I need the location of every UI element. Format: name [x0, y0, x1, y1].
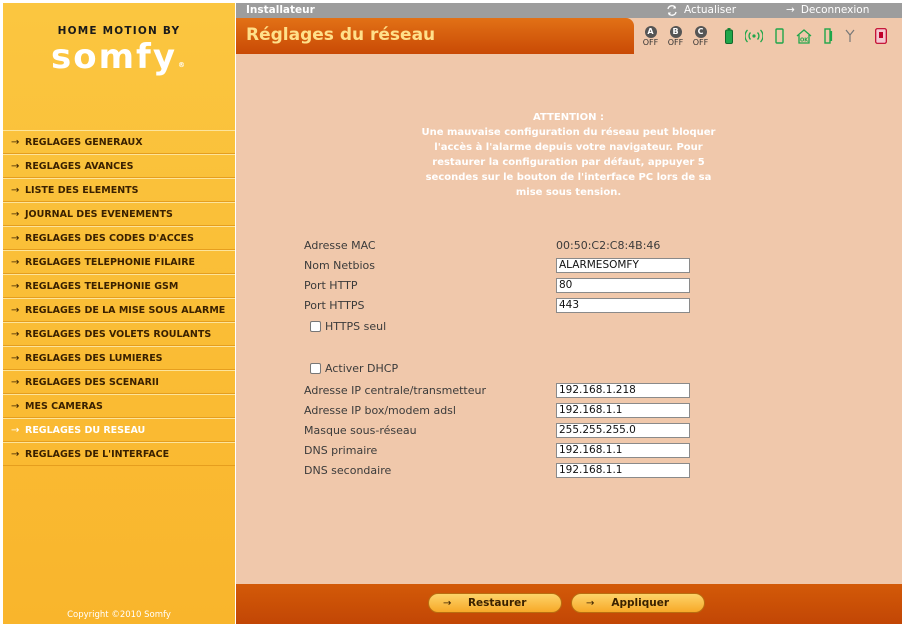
netbios-label: Nom Netbios: [304, 258, 375, 272]
arrow-right-icon: →: [11, 280, 20, 292]
ip-row: [304, 380, 690, 400]
sidebar-item-label: REGLAGES DES SCENARII: [25, 376, 159, 388]
logout-label: Deconnexion: [800, 4, 870, 16]
https-port-row: [304, 295, 690, 315]
zone-b-status: [663, 26, 688, 47]
gateway-row: [304, 400, 690, 420]
arrow-right-icon: →: [443, 597, 452, 609]
arrow-right-icon: →: [11, 160, 20, 172]
zone-a-icon: A: [645, 26, 657, 38]
zone-b-state: OFF: [667, 37, 684, 47]
https-only-checkbox-row[interactable]: [310, 320, 386, 333]
warning-message: [396, 110, 741, 200]
arrow-right-icon: →: [11, 208, 20, 220]
sidebar-item-telephonie-gsm[interactable]: [3, 274, 235, 298]
antenna-icon: [845, 29, 855, 43]
netbios-input[interactable]: ALARMESOMFY: [556, 258, 690, 273]
sensor-icon: [824, 28, 833, 44]
zone-c-icon: C: [695, 26, 707, 38]
alert-icon: [875, 28, 887, 44]
https-port-label: Port HTTPS: [304, 298, 365, 312]
mask-label: Masque sous-réseau: [304, 423, 417, 437]
refresh-link[interactable]: [666, 4, 736, 16]
warning-line: Une mauvaise configuration du réseau peut bloquer: [421, 127, 716, 138]
sidebar-item-label: REGLAGES DE LA MISE SOUS ALARME: [25, 304, 226, 316]
arrow-right-icon: →: [11, 328, 20, 340]
sidebar-item-telephonie-filaire[interactable]: [3, 250, 235, 274]
warning-line: mise sous tension.: [515, 187, 622, 198]
logo-text: somfy: [51, 37, 177, 77]
restore-button[interactable]: [428, 593, 562, 613]
apply-button[interactable]: [571, 593, 705, 613]
zone-a-status: [638, 26, 663, 47]
dns-primary-input[interactable]: 192.168.1.1: [556, 443, 690, 458]
apply-label: Appliquer: [611, 597, 670, 609]
netbios-row: [304, 255, 690, 275]
battery-icon: [725, 28, 733, 44]
ip-input[interactable]: 192.168.1.218: [556, 383, 690, 398]
logout-link[interactable]: [786, 4, 869, 16]
sidebar-item-interface[interactable]: [3, 442, 235, 466]
refresh-label: Actualiser: [684, 4, 737, 16]
zone-c-state: OFF: [692, 37, 709, 47]
sidebar-item-label: REGLAGES DU RESEAU: [25, 424, 146, 436]
radio-signal-icon: [745, 29, 763, 43]
arrow-right-icon: →: [11, 376, 20, 388]
https-port-input[interactable]: 443: [556, 298, 690, 313]
https-only-label: HTTPS seul: [325, 320, 387, 333]
http-port-input[interactable]: 80: [556, 278, 690, 293]
dns-primary-row: [304, 440, 690, 460]
svg-text:OK: OK: [799, 37, 809, 43]
registered-mark: ®: [177, 61, 187, 69]
mac-row: [304, 235, 660, 255]
mask-row: [304, 420, 690, 440]
refresh-icon: [666, 5, 678, 16]
mac-label: Adresse MAC: [304, 238, 376, 252]
copyright: Copyright ©2010 Somfy: [67, 610, 171, 620]
dns-secondary-row: [304, 460, 690, 480]
arrow-right-icon: →: [11, 304, 20, 316]
sidebar: [3, 3, 235, 624]
http-port-label: Port HTTP: [304, 278, 358, 292]
main-content: [236, 54, 902, 584]
arrow-right-icon: →: [586, 597, 595, 609]
sidebar-item-reglages-generaux[interactable]: [3, 130, 235, 154]
zone-c-status: [688, 26, 713, 47]
dns-secondary-input[interactable]: 192.168.1.1: [556, 463, 690, 478]
sidebar-item-label: REGLAGES AVANCES: [25, 160, 134, 172]
sidebar-item-label: REGLAGES DE L'INTERFACE: [25, 448, 170, 460]
sidebar-item-mise-sous-alarme[interactable]: [3, 298, 235, 322]
https-only-checkbox[interactable]: [310, 321, 321, 332]
arrow-right-icon: →: [11, 136, 20, 148]
sidebar-item-label: REGLAGES DES LUMIERES: [25, 352, 163, 364]
gateway-label: Adresse IP box/modem adsl: [304, 403, 456, 417]
dhcp-checkbox[interactable]: [310, 363, 321, 374]
dns-primary-label: DNS primaire: [304, 443, 378, 457]
brand: [3, 25, 235, 77]
sidebar-item-label: REGLAGES GENERAUX: [25, 136, 143, 148]
zone-b-icon: B: [670, 26, 682, 38]
somfy-logo: [3, 37, 235, 77]
http-port-row: [304, 275, 690, 295]
dhcp-label: Activer DHCP: [325, 362, 399, 375]
sidebar-item-journal-evenements[interactable]: [3, 202, 235, 226]
gateway-input[interactable]: 192.168.1.1: [556, 403, 690, 418]
arrow-right-icon: →: [11, 424, 20, 436]
sidebar-item-reglages-avances[interactable]: [3, 154, 235, 178]
sidebar-menu: [3, 130, 235, 466]
arrow-right-icon: →: [786, 4, 795, 16]
sidebar-item-lumieres[interactable]: [3, 346, 235, 370]
sidebar-item-label: REGLAGES TELEPHONIE FILAIRE: [25, 256, 195, 268]
mac-value: 00:50:C2:C8:4B:46: [556, 238, 661, 252]
sidebar-item-cameras[interactable]: [3, 394, 235, 418]
sidebar-item-liste-elements[interactable]: [3, 178, 235, 202]
arrow-right-icon: →: [11, 448, 20, 460]
warning-line: secondes sur le bouton de l'interface PC lors de sa: [425, 172, 712, 183]
title-tab: [236, 18, 634, 54]
user-role: Installateur: [246, 4, 315, 16]
header: [236, 18, 902, 54]
sidebar-item-label: REGLAGES DES VOLETS ROULANTS: [25, 328, 212, 340]
sidebar-item-label: LISTE DES ELEMENTS: [25, 184, 139, 196]
sidebar-item-scenarii[interactable]: [3, 370, 235, 394]
warning-heading: ATTENTION :: [533, 112, 604, 123]
restore-label: Restaurer: [467, 597, 527, 609]
footer-bar: [236, 584, 902, 624]
dhcp-checkbox-row[interactable]: [310, 362, 398, 375]
sidebar-item-label: MES CAMERAS: [25, 400, 103, 412]
warning-line: l'accès à l'alarme depuis votre navigateur. Pour: [434, 142, 703, 153]
page-title: Réglages du réseau: [246, 25, 436, 45]
sidebar-item-label: REGLAGES TELEPHONIE GSM: [25, 280, 179, 292]
home-ok-icon: [796, 29, 812, 44]
device-icon: [775, 28, 784, 44]
dns-secondary-label: DNS secondaire: [304, 463, 392, 477]
arrow-right-icon: →: [11, 352, 20, 364]
arrow-right-icon: →: [11, 400, 20, 412]
sidebar-item-label: JOURNAL DES EVENEMENTS: [25, 208, 173, 220]
sidebar-item-volets-roulants[interactable]: [3, 322, 235, 346]
top-bar: [236, 3, 902, 18]
arrow-right-icon: →: [11, 256, 20, 268]
sidebar-item-label: REGLAGES DES CODES D'ACCES: [25, 232, 194, 244]
brand-tagline: HOME MOTION BY: [57, 25, 181, 37]
ip-label: Adresse IP centrale/transmetteur: [304, 383, 487, 397]
arrow-right-icon: →: [11, 232, 20, 244]
mask-input[interactable]: 255.255.255.0: [556, 423, 690, 438]
sidebar-item-codes-acces[interactable]: [3, 226, 235, 250]
status-bar: [638, 18, 887, 54]
warning-line: restaurer la configuration par défaut, appuyer 5: [432, 157, 705, 168]
sidebar-item-reseau[interactable]: [3, 418, 235, 442]
arrow-right-icon: →: [11, 184, 20, 196]
zone-a-state: OFF: [642, 37, 659, 47]
